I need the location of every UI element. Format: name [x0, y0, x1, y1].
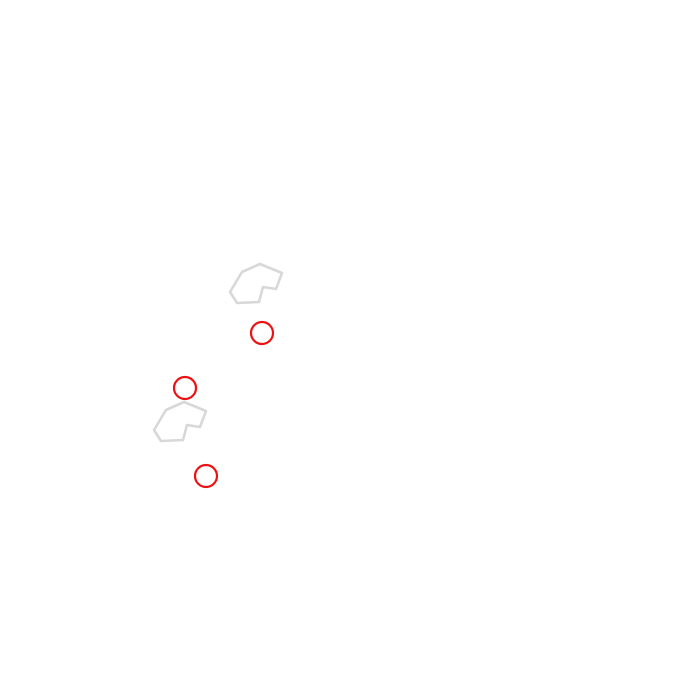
- section-top-labels: [174, 322, 273, 399]
- brand-logo-icon: [154, 402, 206, 441]
- brand-logo-icon: [230, 264, 282, 303]
- watermark-group: [154, 264, 282, 441]
- section-bottom-labels: [195, 465, 217, 487]
- marker-circle-b: [251, 322, 273, 344]
- marker-circle-a: [174, 377, 196, 399]
- marker-circle-r: [195, 465, 217, 487]
